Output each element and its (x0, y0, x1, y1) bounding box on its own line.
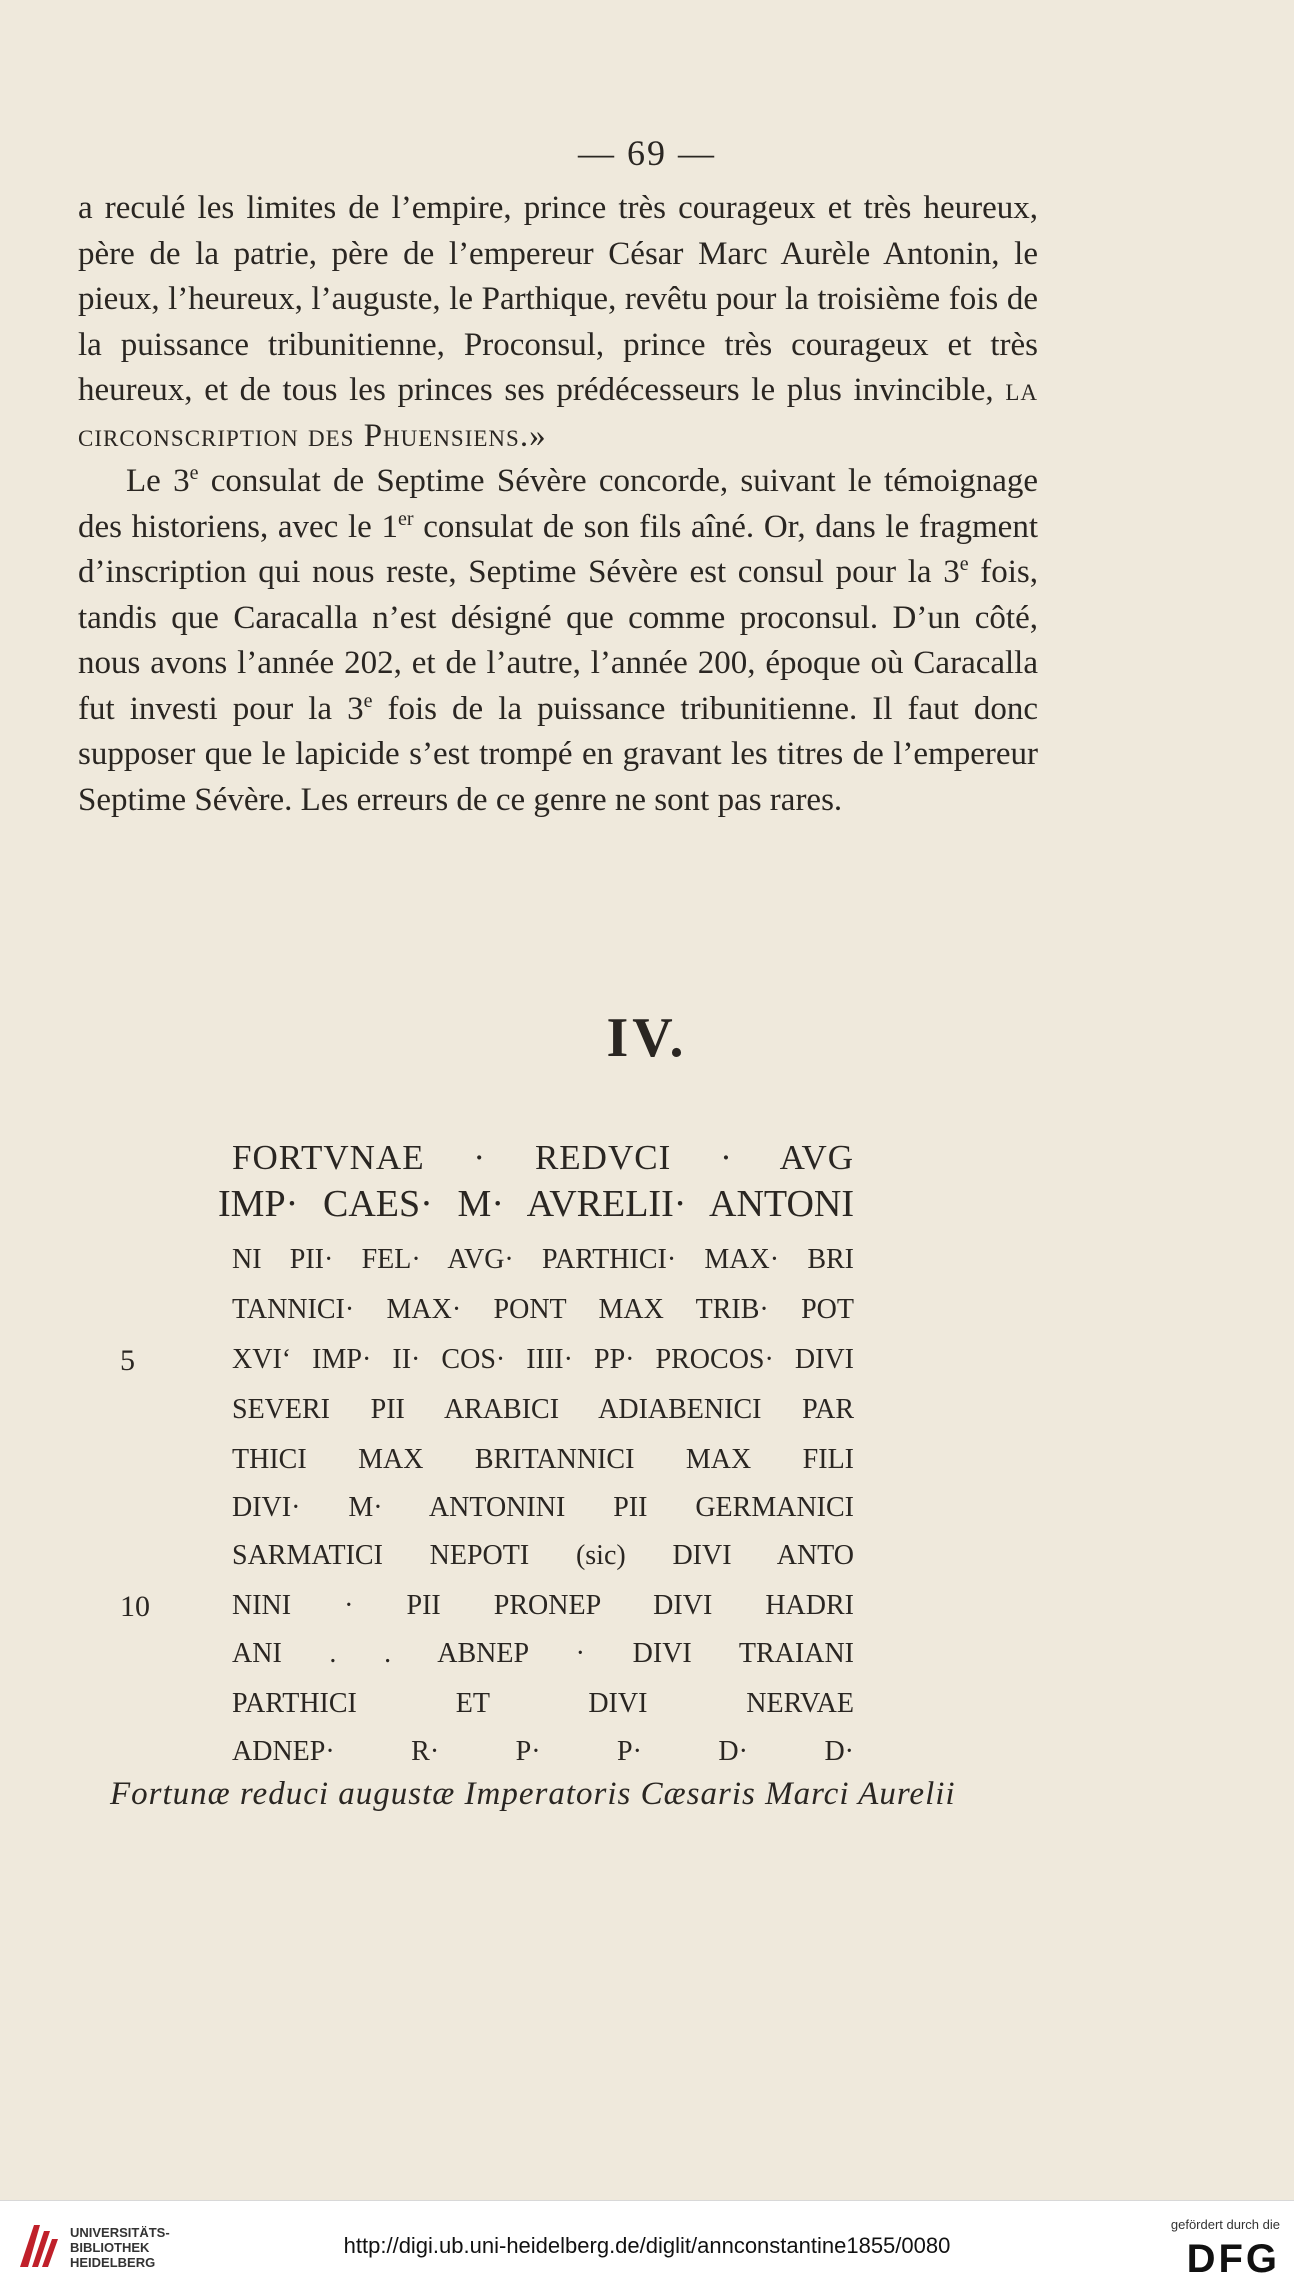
paragraph-2-text: fois, tandis que Caracalla n’est désigné que comme proconsul. D’un côté, nous avons l’année 202, et de l’autre, l’année 200, époque où Caracalla fut investi pour la 3 (78, 554, 1038, 727)
inscription-line: ANI . . ABNEP · DIVI TRAIANI (232, 1638, 854, 1669)
paragraph-1-closing-quote: » (529, 417, 546, 454)
paragraph-2-text: consulat de Septime Sévère concorde, suivant le témoignage des historiens, avec le 1 (78, 463, 1039, 545)
section-heading: IV. (606, 1007, 688, 1069)
logo-line: HEIDELBERG (70, 2255, 156, 2270)
paragraph-2-text: Le 3 (126, 463, 190, 499)
paragraph-2-text: fois de la puissance tribunitienne. Il faut donc supposer que le lapicide s’est trompé en gravant les titres de l’empereur Septime Sévère. Les erreurs de ce genre ne sont pas rares. (78, 690, 1038, 818)
paragraph-1 (78, 186, 1038, 459)
inscription-line: ADNEP· R· P· P· D· D· (232, 1736, 854, 1767)
superscript: e (363, 689, 373, 712)
inscription-line: SEVERI PII ARABICI ADIABENICI PAR (232, 1394, 854, 1425)
paragraph-1-text: a reculé les limites de l’empire, prince très courageux et très heureux, père de la patrie, père de l’empereur César Marc Aurèle Antonin, le pieux, l’heureux, l’auguste, le Parthique, revêtu pour la troisième fois de la puissance tribunitienne, Proconsul, prince très courageux et très heureux, et de tous les princes ses prédécesseurs le plus invincible, (78, 190, 1038, 408)
superscript: e (189, 462, 199, 484)
permalink-url[interactable]: http://digi.ub.uni-heidelberg.de/diglit/annconstantine1855/0080 (343, 2233, 951, 2258)
paragraph-2-text: consulat de son fils aîné. Or, dans le fragment d’inscription qui nous reste, Septime Sévère est consul pour la 3 (78, 508, 1038, 590)
body-text (78, 186, 1038, 823)
inscription-line: TANNICI· MAX· PONT MAX TRIB· POT (232, 1294, 854, 1325)
page-number: — 69 — (578, 133, 716, 173)
inscription-line: IMP· CAES· M· AVRELII· ANTONI (218, 1183, 854, 1225)
translation: Fortunæ reduci augustæ Imperatoris Cæsaris Marci Aurelii (110, 1776, 956, 1812)
logo-line: BIBLIOTHEK (70, 2240, 150, 2255)
footer-bar (0, 2200, 1294, 2293)
paragraph-2 (78, 459, 1038, 823)
paragraph-1-smallcaps: la circonscription des Phuensiens. (78, 372, 1038, 454)
inscription-line: NINI · PII PRONEP DIVI HADRI (232, 1590, 854, 1621)
inscription-line: FORTVNAE · REDVCI · AVG (232, 1138, 854, 1177)
inscription-line: SARMATICI NEPOTI (sic) DIVI ANTO (232, 1540, 854, 1571)
sponsor-note: gefördert durch die (1170, 2217, 1280, 2232)
inscription-line: THICI MAX BRITANNICI MAX FILI (232, 1444, 854, 1475)
superscript: e (959, 553, 969, 575)
logo-line: UNIVERSITÄTS- (70, 2225, 170, 2240)
line-number: 5 (120, 1344, 135, 1377)
inscription-line: DIVI· M· ANTONINI PII GERMANICI (232, 1492, 854, 1523)
inscription-line: PARTHICI ET DIVI NERVAE (232, 1688, 854, 1719)
inscription-line: NI PII· FEL· AVG· PARTHICI· MAX· BRI (232, 1244, 854, 1275)
dfg-logo: DFG (1186, 2237, 1280, 2281)
inscription-line: XVI‘ IMP· II· COS· IIII· PP· PROCOS· DIVI (232, 1344, 854, 1375)
superscript: er (397, 507, 414, 530)
line-number: 10 (120, 1590, 150, 1623)
